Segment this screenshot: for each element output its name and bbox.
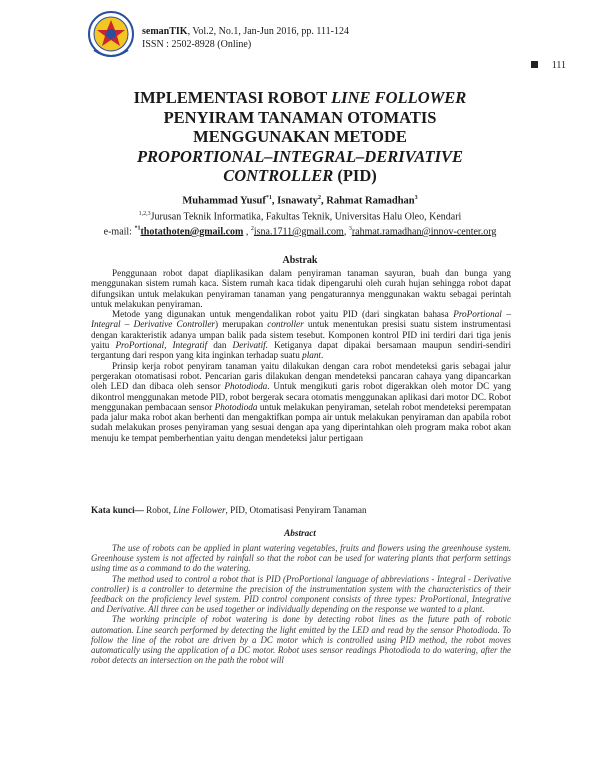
abstract-paragraph-3: The working principle of robot watering is done by detecting robot lines as the future path of robotic automation. Line search performed by detecting the light emitted by the LED and read by the sensor Photodioda. To follow the line of the robot are driven by a DC motor which is controlled using PID method, the robot moves automatically using the application of a DC motor. Robot uses sensor readings Photodioda to do watering, after the robot detects an intersection on the path the robot will [91,614,511,666]
author-names: Muhammad Yusuf$^{*1}$, Isnawaty$^2$, Rahmat Ramadhan$^3$ [182,195,418,207]
square-bullet-icon [531,61,538,68]
abstrak-paragraph-2: Metode yang digunakan untuk mengendalikan robot yaitu PID (dari singkatan bahasa ProPortional – Integral – Derivative Controller) merupakan controller untuk menentukan presisi suatu sistem instrumentasi dengan karakteristik adanya umpan balik pada sistem tesebut. Komponen kontrol PID ini terdiri dari tiga jenis yaitu ProPortional, Integratif dan Derivatif. Ketiganya dapat dipakai bersamaan maupun sendiri-sendiri tergantung dari respon yang kita inginkan terhadap suatu plant. [91,309,512,361]
affiliation: $^{1,2,3}$Jurusan Teknik Informatika, Fakultas Teknik, Universitas Halu Oleo, Kendari [138,210,462,222]
abstract-body [91,543,511,665]
issn-text: ISSN : 2502-8928 (Online) [142,39,252,50]
journal-header [86,10,566,80]
email-link-3[interactable]: rahmat.ramadhan@innov-center.org [351,226,497,238]
citation-text: , Vol.2, No.1, Jan-Jun 2016, pp. 111-124 [187,26,349,37]
email-link-1[interactable]: thotathoten@gmail.com [140,226,244,238]
journal-name: semanTIK [142,26,188,37]
abstrak-heading: Abstrak [282,255,318,266]
abstrak-paragraph-1: Penggunaan robot dapat diaplikasikan dalam penyiraman tanaman sayuran, buah dan bunga yang menggunakan sistem rumah kaca. Sistem rumah kaca tidak dipengaruhi oleh curah hujan sehingga robot dapat difungsikan untuk melakukan penyiraman tanaman yang pengaturannya menggunakan waktu sebagai perintah untuk melakukan penyiraman. [91,268,511,309]
abstract-heading: Abstract [284,528,316,538]
email-line: e-mail: $^{*1}$thotathoten@gmail.com , $^2$isna.1711@gmail.com, $^3$rahmat.ramadhan@innov-center.org [103,225,497,238]
author-block [0,192,600,238]
email-link-2[interactable]: isna.1711@gmail.com [253,226,344,238]
university-logo-icon [86,10,136,62]
paper-title: IMPLEMENTASI ROBOT LINE FOLLOWER PENYIRAM TANAMAN OTOMATIS MENGGUNAKAN METODE PROPORTIONAL–INTEGRAL–DERIVATIVE CONTROLLER (PID) [133,88,467,185]
abstract-paragraph-2: The method used to control a robot that is PID (ProPortional language of abbreviations - Integral - Derivative controller) is a controller to determine the precision of the instrumentation system with the characteristics of their feedback on the proficiency level system. PID control component consists of three types: ProPortional, Integrative and Derivative. All three can be used together or individually depending on the response we wanted to a plant. [91,573,511,615]
abstrak-paragraph-3: Prinsip kerja robot penyiram tanaman yaitu dilakukan dengan cara robot mendeteksi garis sebagai jalur pergerakan otomatisasi robot. Pencarian garis dilakukan dengan mendeteksi pancaran cahaya yang dipancarkan oleh LED dan dibaca oleh sensor Photodioda. Untuk mengikuti garis robot digerakkan oleh motor DC yang dikontrol menggunakan metode PID, robot bergerak secara otomatis menggunakan aplikasi dari motor DC. Robot menggunakan pembacaan sensor Photodioda untuk melakukan penyiraman, setelah robot mendeteksi perempatan pada jalur maka robot akan berhenti dan mengaktifkan pompa air untuk melakukan penyiraman dan apabila robot sudah melakukan proses penyiraman yang sesuai dengan apa yang diperintahkan oleh program maka robot akan menuju ke tempat pemberhentian yaitu dengan mendeteksi jalur pertigaan [91,360,511,443]
abstrak-body [91,268,511,443]
page-number: 111 [531,60,566,71]
journal-citation [142,25,349,51]
keywords: Kata kunci— Robot, Line Follower, PID, Otomatisasi Penyiram Tanaman [91,505,367,515]
abstract-paragraph-1: The use of robots can be applied in plant watering vegetables, fruits and flowers using the greenhouse system. Greenhouse system is not affected by rainfall so that the robot can be used for watering plants that perform settings using time as a command to do the watering. [91,543,511,574]
